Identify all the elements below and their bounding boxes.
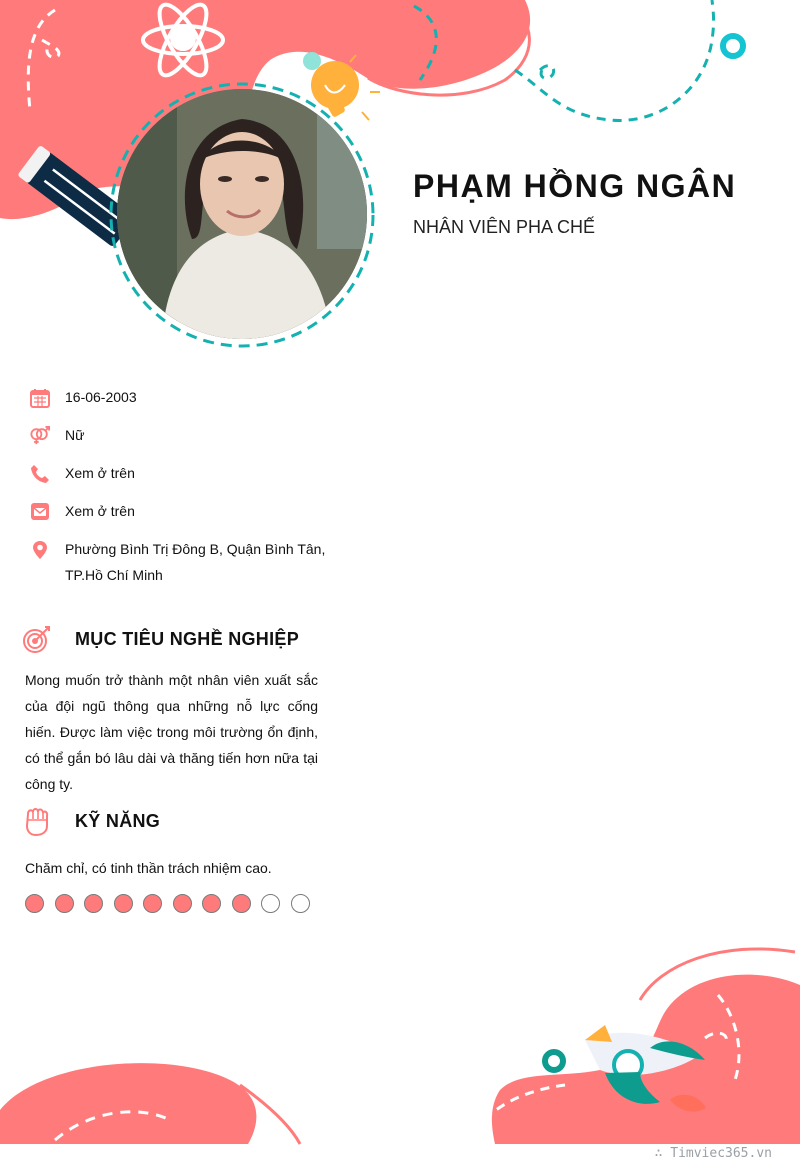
skill-item-label: Chăm chỉ, có tinh thần trách nhiệm cao. [25,860,272,876]
info-phone [30,464,330,486]
email-icon [30,502,50,522]
rating-dot [84,894,103,913]
target-icon [22,624,52,654]
info-birthday [30,388,330,410]
rating-dot [202,894,221,913]
candidate-position: NHÂN VIÊN PHA CHẾ [413,217,596,237]
skills-section-heading [22,806,160,836]
coral-blob-bottom-left [0,1063,256,1144]
skill-rating [25,894,320,913]
rating-dot [114,894,133,913]
gender-value: Nữ [65,427,85,443]
rating-dot [55,894,74,913]
skills-title: KỸ NĂNG [75,810,161,831]
info-address [30,540,330,588]
teal-ring-bottom [545,1052,563,1070]
watermark: ∴ Timviec365.vn [654,1146,772,1161]
location-pin-icon [30,540,50,560]
rating-dot [261,894,280,913]
profile-photo [117,89,367,339]
rating-dot [25,894,44,913]
address-value: Phường Bình Trị Đông B, Quận Bình Tân, TP.Hồ Chí Minh [65,541,326,583]
rating-dot [291,894,310,913]
email-value: Xem ở trên [65,503,135,519]
teal-ring [723,36,743,56]
candidate-name: PHẠM HỒNG NGÂN [413,168,737,204]
phone-icon [30,464,50,484]
rating-dot [173,894,192,913]
rating-dot [232,894,251,913]
objective-title: MỤC TIÊU NGHỀ NGHIỆP [75,628,300,649]
footer-decoration [0,930,800,1170]
birthday-value: 16-06-2003 [65,389,137,405]
objective-section-heading [22,624,299,654]
info-gender [30,426,330,448]
objective-text: Mong muốn trở thành một nhân viên xuất sắc của đội ngũ thông qua những nỗ lực cống hiến. Được làm việc trong môi trường ổn định, có thể gắn bó lâu dài và thăng tiến hơn nữa tại công ty. [25,672,318,792]
calendar-icon [30,388,50,408]
phone-value: Xem ở trên [65,465,135,481]
rating-dot [143,894,162,913]
info-email [30,502,330,524]
fist-icon [22,806,52,836]
gender-icon [30,426,50,446]
